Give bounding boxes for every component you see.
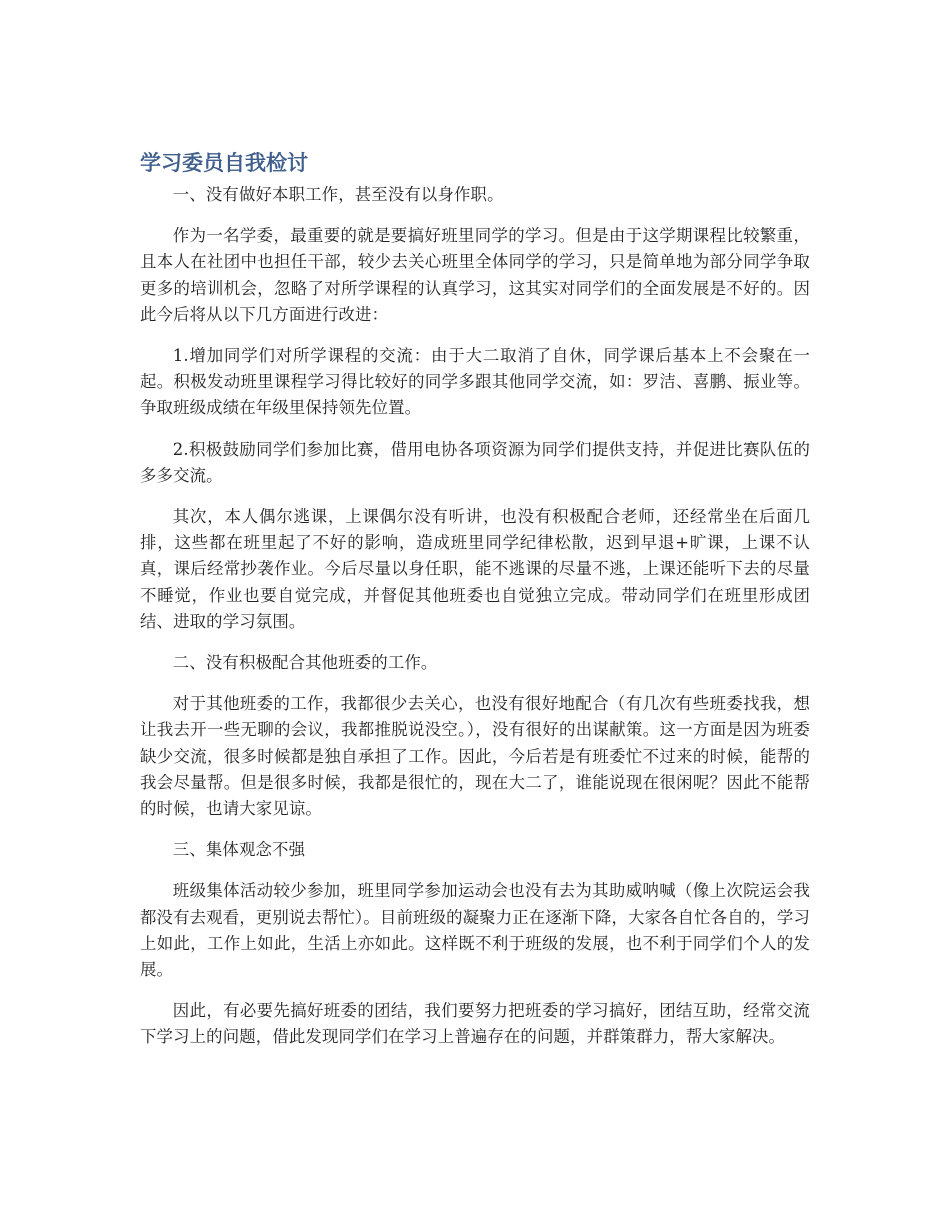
paragraph-collective: 班级集体活动较少参加，班里同学参加运动会也没有去为其助威呐喊（像上次院运会我都没有去观看，更别说去帮忙）。目前班级的凝聚力正在逐渐下降，大家各自忙各自的，学习上如此，工作上如此，生活上亦如此。这样既不利于班级的发展，也不利于同学们个人的发展。 bbox=[140, 881, 810, 980]
paragraph-secondly: 其次，本人偶尔逃课，上课偶尔没有听讲，也没有积极配合老师，还经常坐在后面几排，这些都在班里起了不好的影响，造成班里同学纪律松散，迟到早退+旷课，上课不认真，课后经常抄袭作业。今后尽量以身任职，能不逃课的尽量不逃，上课还能听下去的尽量不睡觉，作业也要自觉完成，并督促其他班委也自觉独立完成。带动同学们在班里形成团结、进取的学习氛围。 bbox=[140, 507, 810, 631]
section-heading-2: 二、没有积极配合其他班委的工作。 bbox=[172, 653, 438, 673]
paragraph-conclusion: 因此，有必要先搞好班委的团结，我们要努力把班委的学习搞好，团结互助，经常交流下学习上的问题，借此发现同学们在学习上普遍存在的问题，并群策群力，帮大家解决。 bbox=[140, 1001, 810, 1047]
section-heading-3: 三、集体观念不强 bbox=[172, 840, 306, 860]
document-page bbox=[140, 148, 810, 1066]
paragraph-item-2: 2.积极鼓励同学们参加比赛，借用电协各项资源为同学们提供支持，并促进比赛队伍的多多交流。 bbox=[140, 439, 810, 485]
paragraph-cooperation: 对于其他班委的工作，我都很少去关心，也没有很好地配合（有几次有些班委找我，想让我去开一些无聊的会议，我都推脱说没空。），没有很好的出谋献策。这一方面是因为班委缺少交流，很多时候都是独自承担了工作。因此，今后若是有班委忙不过来的时候，能帮的我会尽量帮。但是很多时候，我都是很忙的，现在大二了，谁能说现在很闲呢？因此不能帮的时候，也请大家见谅。 bbox=[140, 694, 810, 819]
paragraph-item-1: 1.增加同学们对所学课程的交流：由于大二取消了自休，同学课后基本上不会聚在一起。积极发动班里课程学习得比较好的同学多跟其他同学交流，如：罗洁、喜鹏、振业等。争取班级成绩在年级里保持领先位置。 bbox=[140, 346, 810, 418]
document-title: 学习委员自我检讨 bbox=[140, 151, 308, 175]
paragraph-intro: 作为一名学委，最重要的就是要搞好班里同学的学习。但是由于这学期课程比较繁重，且本人在社团中也担任干部，较少去关心班里全体同学的学习，只是简单地为部分同学争取更多的培训机会，忽略了对所学课程的认真学习，这其实对同学们的全面发展是不好的。因此今后将从以下几方面进行改进： bbox=[140, 226, 810, 324]
section-heading-1: 一、没有做好本职工作，甚至没有以身作职。 bbox=[172, 185, 504, 204]
